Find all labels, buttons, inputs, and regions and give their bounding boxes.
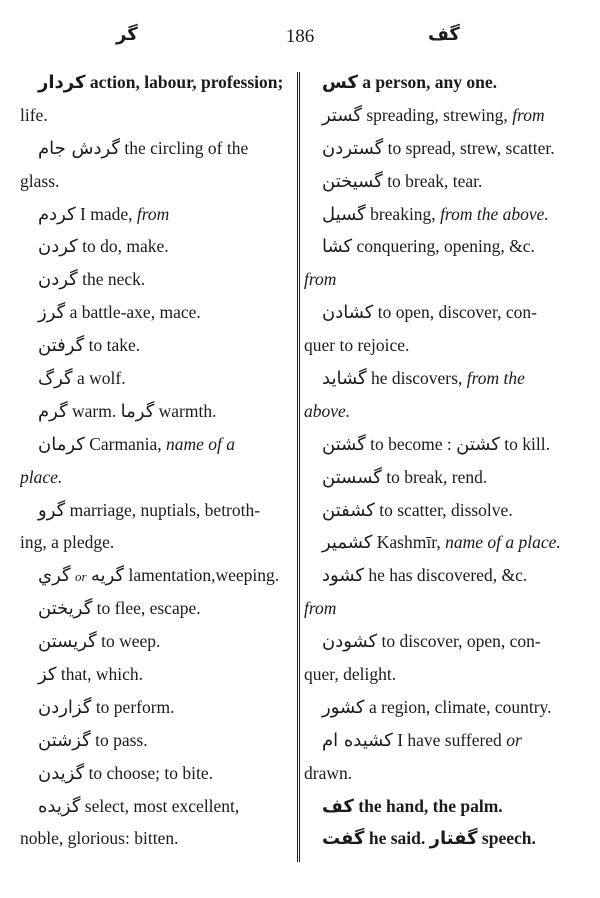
persian-headword: گريستن xyxy=(38,631,97,653)
persian-headword: گردش جام xyxy=(38,137,120,159)
english-gloss: quer, delight. xyxy=(304,664,397,685)
persian-headword: كشادن xyxy=(322,302,374,324)
italic-note: from xyxy=(512,104,545,125)
italic-note: above. xyxy=(304,400,351,421)
english-gloss: that, which. xyxy=(60,664,144,685)
persian-headword: گسيختن xyxy=(322,170,383,192)
italic-note: place. xyxy=(20,466,63,487)
english-gloss: a battle-axe, mace. xyxy=(69,302,201,323)
english-gloss: he has discovered, &c. xyxy=(368,565,528,586)
persian-headword: گرز xyxy=(38,302,66,324)
entry-line xyxy=(304,757,574,790)
entry-line xyxy=(20,395,292,428)
entry-line xyxy=(20,494,292,527)
entry-line xyxy=(304,822,574,855)
english-gloss: he discovers, xyxy=(370,368,463,389)
persian-headword: كز xyxy=(38,664,57,686)
persian-headword: گسستن xyxy=(322,466,382,488)
english-gloss: warm. xyxy=(72,400,117,421)
entry-line xyxy=(20,132,292,165)
italic-note: name of a place. xyxy=(445,532,561,553)
entry-line xyxy=(304,66,574,99)
entry-line xyxy=(304,461,574,494)
english-gloss: to scatter, dissolve. xyxy=(379,499,513,520)
english-gloss: to do, make. xyxy=(82,236,169,257)
english-gloss: warmth. xyxy=(158,400,217,421)
persian-headword: گزيده xyxy=(38,795,81,817)
persian-headword: گريختن xyxy=(38,598,93,620)
entry-line xyxy=(304,494,574,527)
entry-line xyxy=(304,132,574,165)
english-gloss: a wolf. xyxy=(77,368,126,389)
entry-line xyxy=(304,724,574,757)
entry-line xyxy=(304,625,574,658)
column-divider xyxy=(297,72,300,862)
english-gloss: ing, a pledge. xyxy=(20,532,115,553)
italic-note: from the xyxy=(466,368,525,389)
entry-line xyxy=(20,724,292,757)
entry-line xyxy=(20,757,292,790)
persian-headword: گشايد xyxy=(322,368,367,390)
english-gloss: a region, climate, country. xyxy=(369,696,552,717)
english-gloss: the hand, the palm. xyxy=(358,795,503,816)
english-gloss: to become : xyxy=(370,433,452,454)
italic-note: from xyxy=(304,269,337,290)
entry-line xyxy=(304,592,574,625)
persian-headword: گرما xyxy=(120,400,155,422)
entry-line xyxy=(304,691,574,724)
persian-headword: گرم xyxy=(38,400,68,422)
entry-line xyxy=(20,329,292,362)
persian-headword: كشود xyxy=(322,565,364,587)
english-gloss: quer to rejoice. xyxy=(304,335,410,356)
persian-headword: گسيل xyxy=(322,203,366,225)
english-gloss: a person, any one. xyxy=(362,72,497,92)
persian-headword: گري xyxy=(38,565,71,587)
persian-headword: كردار xyxy=(38,72,86,93)
persian-headword: كرمان xyxy=(38,433,85,455)
english-gloss: noble, glorious: bitten. xyxy=(20,828,179,849)
entry-line xyxy=(304,263,574,296)
left-column xyxy=(20,66,292,855)
english-gloss: lamentation,weeping. xyxy=(128,565,280,586)
entry-line xyxy=(304,198,574,231)
persian-headword: گزاردن xyxy=(38,696,92,718)
english-gloss: to choose; to bite. xyxy=(88,762,213,783)
entry-line xyxy=(304,559,574,592)
persian-headword: كف xyxy=(322,795,354,817)
english-gloss: to weep. xyxy=(101,631,161,652)
persian-headword: كشيده ام xyxy=(322,729,393,751)
entry-line xyxy=(20,263,292,296)
english-gloss: glass. xyxy=(20,170,60,191)
running-head-left: گر xyxy=(116,24,138,45)
entry-line xyxy=(20,165,292,198)
persian-headword: گريه xyxy=(90,565,125,587)
italic-note: from xyxy=(304,598,337,619)
entry-line xyxy=(304,165,574,198)
english-gloss: Carmania, xyxy=(89,433,162,454)
entry-line xyxy=(20,658,292,691)
english-gloss: to open, discover, con- xyxy=(377,302,537,323)
english-gloss: select, most excellent, xyxy=(84,795,240,816)
english-gloss: the neck. xyxy=(82,269,146,290)
persian-headword: گفتار xyxy=(429,828,478,850)
entry-line xyxy=(20,461,292,494)
entry-line xyxy=(304,526,574,559)
persian-headword: گرفتن xyxy=(38,335,85,357)
entry-line xyxy=(304,230,574,263)
entry-line xyxy=(20,822,292,855)
entry-line xyxy=(20,428,292,461)
english-gloss: he said. xyxy=(368,828,426,849)
running-head-right: گف xyxy=(428,24,460,45)
entry-line xyxy=(20,592,292,625)
entry-line xyxy=(304,658,574,691)
entry-line xyxy=(304,329,574,362)
english-gloss: I made, xyxy=(80,203,133,224)
entry-line xyxy=(304,99,574,132)
english-gloss: to break, tear. xyxy=(387,170,483,191)
entry-line xyxy=(20,625,292,658)
english-gloss: marriage, nuptials, betroth- xyxy=(69,499,261,520)
english-gloss: to spread, strew, scatter. xyxy=(387,137,555,158)
persian-headword: گستر xyxy=(322,104,362,126)
persian-headword: گزشتن xyxy=(38,729,91,751)
entry-line xyxy=(20,99,292,132)
persian-headword: گرو xyxy=(38,499,66,521)
entry-line xyxy=(304,362,574,395)
alternate-marker: or xyxy=(74,569,87,585)
entry-line xyxy=(20,362,292,395)
english-gloss: action, labour, profession; xyxy=(89,72,284,92)
persian-headword: گستردن xyxy=(322,137,384,159)
english-gloss: Kashmīr, xyxy=(376,532,441,553)
persian-headword: كشودن xyxy=(322,631,378,653)
persian-headword: كردم xyxy=(38,203,76,225)
right-column xyxy=(304,66,574,855)
persian-headword: كس xyxy=(322,72,358,93)
english-gloss: to pass. xyxy=(95,729,148,750)
persian-headword: كشفتن xyxy=(322,499,375,521)
english-gloss: speech. xyxy=(481,828,536,849)
english-gloss: to flee, escape. xyxy=(96,598,201,619)
english-gloss: to discover, open, con- xyxy=(381,631,541,652)
persian-headword: كشتن xyxy=(456,433,500,455)
entry-line xyxy=(304,296,574,329)
english-gloss: to break, rend. xyxy=(386,466,488,487)
persian-headword: كردن xyxy=(38,236,78,258)
entry-line xyxy=(20,559,292,592)
english-gloss: to take. xyxy=(88,335,141,356)
english-gloss: breaking, xyxy=(370,203,436,224)
persian-headword: گفت xyxy=(322,828,365,850)
english-gloss: conquering, opening, &c. xyxy=(356,236,535,257)
english-gloss: I have suffered xyxy=(397,729,502,750)
entry-line xyxy=(304,395,574,428)
page-number: 186 xyxy=(285,26,315,47)
english-gloss: spreading, strewing, xyxy=(366,104,508,125)
entry-line xyxy=(20,198,292,231)
persian-headword: كشا xyxy=(322,236,353,258)
english-gloss: drawn. xyxy=(304,762,353,783)
entry-line xyxy=(20,230,292,263)
persian-headword: كشور xyxy=(322,696,365,718)
english-gloss: life. xyxy=(20,104,48,125)
italic-note: from xyxy=(136,203,170,224)
entry-line xyxy=(304,790,574,823)
english-gloss: the circling of the xyxy=(124,137,249,158)
persian-headword: كشمير xyxy=(322,532,373,554)
entry-line xyxy=(20,691,292,724)
persian-headword: گشتن xyxy=(322,433,366,455)
entry-line xyxy=(20,790,292,823)
italic-note: from the above. xyxy=(440,203,549,224)
entry-line xyxy=(20,66,292,99)
english-gloss: to perform. xyxy=(95,696,175,717)
entry-line xyxy=(304,428,574,461)
persian-headword: گردن xyxy=(38,269,78,291)
entry-line xyxy=(20,526,292,559)
persian-headword: گرگ xyxy=(38,368,73,390)
entry-line xyxy=(20,296,292,329)
persian-headword: گزيدن xyxy=(38,762,85,784)
english-gloss: to kill. xyxy=(504,433,550,454)
italic-note: name of a xyxy=(166,433,236,454)
italic-note: or xyxy=(506,729,522,750)
